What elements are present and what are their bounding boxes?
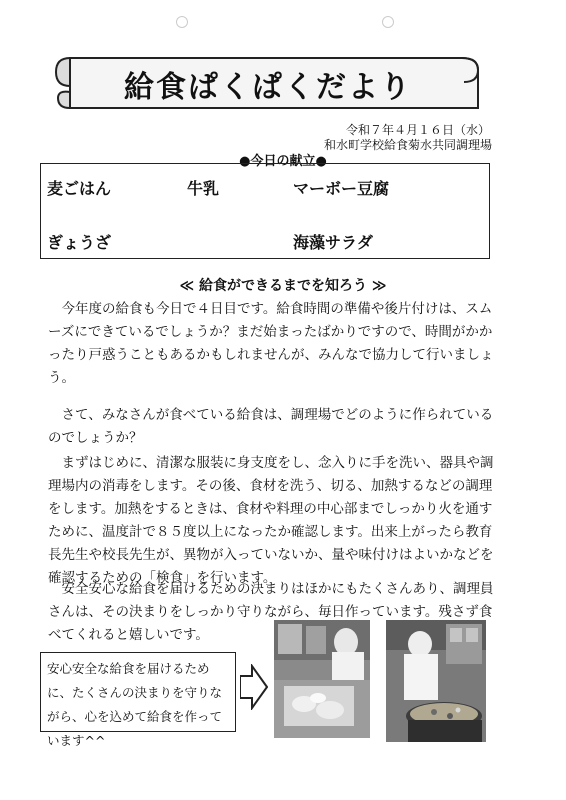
article-paragraph: 安全安心な給食を届けるための決まりはほかにもたくさんあり、調理員さんは、その決まりをしっかり守りながら、毎日作っています。残さず食べてくれると嬉しいです。 xyxy=(48,581,494,643)
issue-date: 令和７年４月１６日（水） xyxy=(345,123,490,137)
kitchen-photo xyxy=(274,620,370,738)
menu-item: 海藻サラダ xyxy=(293,233,373,252)
cooking-photo xyxy=(386,620,486,742)
menu-item: ぎょうざ xyxy=(47,233,112,252)
article-paragraph: まずはじめに、清潔な服装に身支度をし、念入りに手を洗い、器具や調理場内の消毒をします。その後、食材を洗う、切る、加熱するなどの調理をします。加熱をするときは、食材や料理の中心部までしっかり火を通すために、温度計で８５度以上になったか確認します。出来上がったら教育長先生や校長先生が、異物が入っていないか、量や味付けはよいかなどを確認するための「検食」を行います。 xyxy=(48,455,494,586)
menu-item: マーボー豆腐 xyxy=(293,179,390,198)
arrow-right-icon xyxy=(240,664,268,710)
article-subheading: ≪ 給食ができるまでを知ろう ≫ xyxy=(179,278,387,294)
note-text: 安心安全な給食を届けるために、たくさんの決まりを守りながら、心を込めて給食を作っています^^ xyxy=(47,661,223,748)
title-banner xyxy=(52,52,484,116)
organization-name: 和水町学校給食菊水共同調理場 xyxy=(323,138,492,152)
article-paragraph: さて、みなさんが食べている給食は、調理場でどのように作られているのでしょうか？ xyxy=(48,407,494,446)
article-paragraph: 今年度の給食も今日で４日目です。給食時間の準備や後片付けは、スムーズにできているでしょうか？まだ始まったばかりですので、時間がかかったり戸惑うこともあるかもしれませんが、みんなで協力して行いましょう。 xyxy=(48,301,494,386)
binder-hole xyxy=(382,16,394,28)
page-title: 給食ぱくぱくだより xyxy=(124,70,412,105)
menu-item: 麦ごはん xyxy=(47,179,112,198)
menu-box xyxy=(40,163,490,259)
binder-hole xyxy=(176,16,188,28)
note-box xyxy=(40,652,236,748)
menu-item: 牛乳 xyxy=(187,179,220,198)
menu-heading: ●今日の献立● xyxy=(239,154,327,169)
